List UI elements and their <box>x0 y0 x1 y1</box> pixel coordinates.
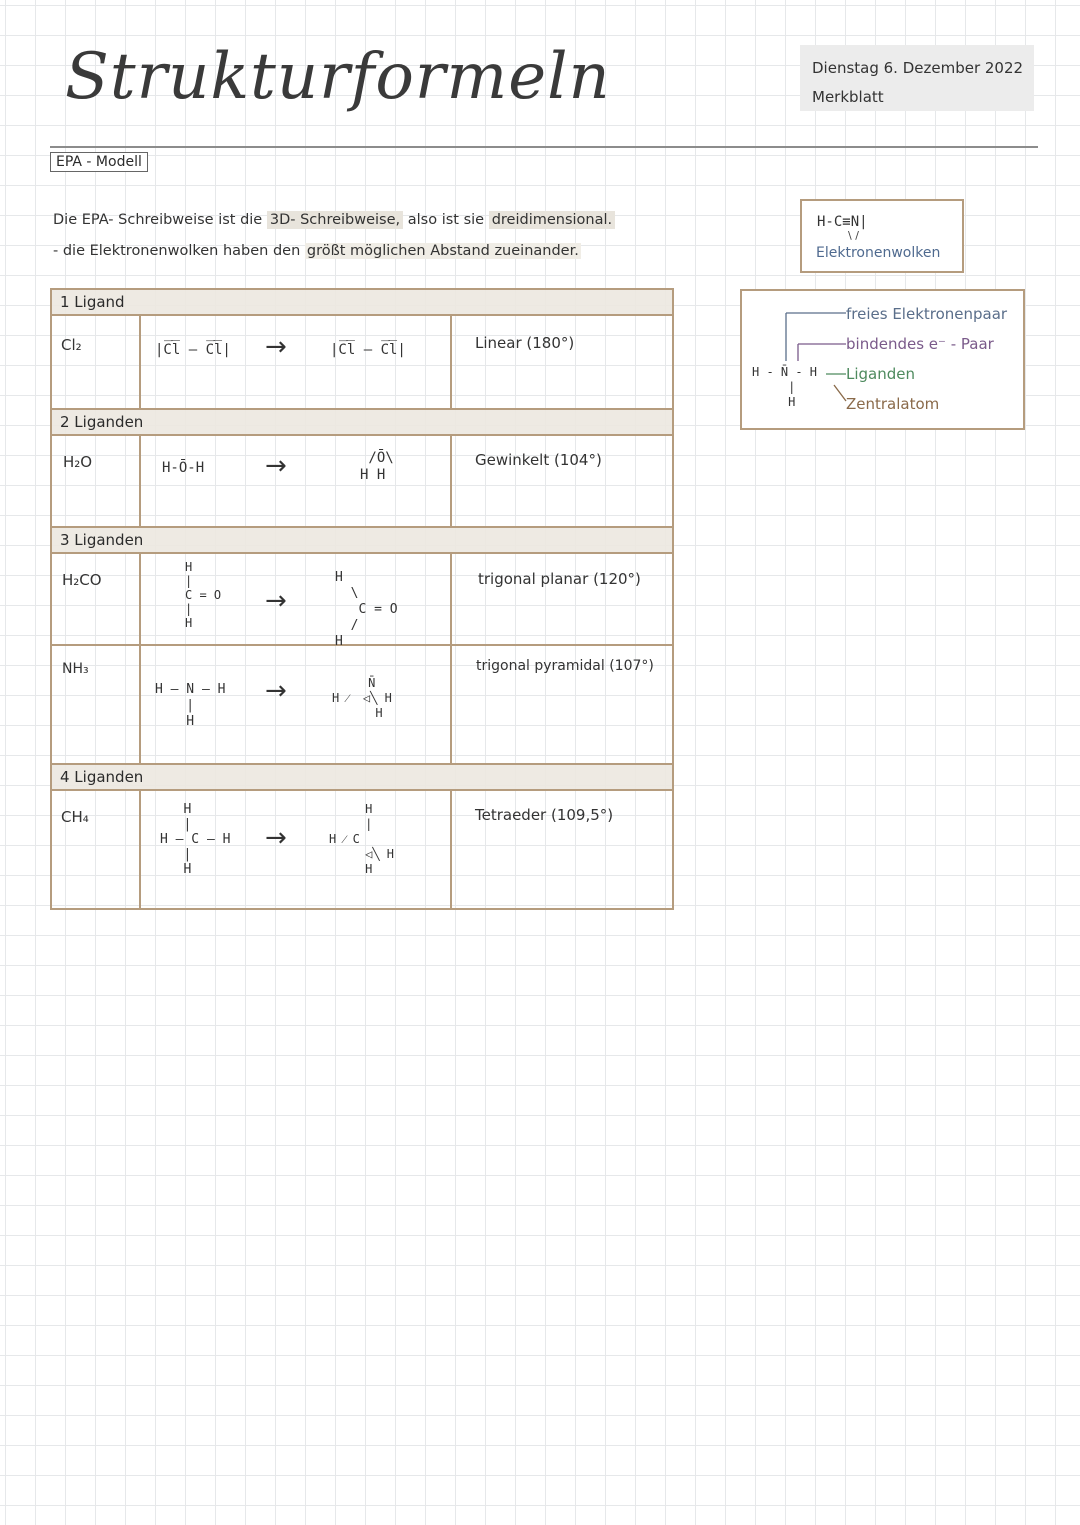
legend-ligands: Liganden <box>846 365 916 383</box>
date-box <box>800 45 1034 111</box>
lewis-formula: H | C = O | H <box>185 560 222 630</box>
cloud-label: Elektronenwolken <box>816 245 941 261</box>
group-label: 1 Ligand <box>60 293 125 311</box>
arrow-icon: → <box>265 823 287 853</box>
lewis-formula: |C̅l̅ – C̅l̅| <box>155 342 231 358</box>
epa-formula: N̄ H ⁄ ◁╲ H H <box>332 676 392 720</box>
arrow-icon: → <box>265 332 287 362</box>
page-title: Strukturformeln <box>65 40 611 114</box>
lewis-formula: H – N – H | H <box>155 682 226 729</box>
group-label: 4 Liganden <box>60 768 144 786</box>
molecule-name: CH₄ <box>61 808 89 826</box>
legend-box <box>740 289 1025 430</box>
geometry-label: Linear (180°) <box>475 334 575 352</box>
geometry-label: trigonal planar (120°) <box>478 570 641 588</box>
intro-highlight: 3D- Schreibweise, <box>267 211 403 229</box>
hcn-formula: H-C≡N| <box>817 214 868 230</box>
legend-bonding-pair: bindendes e⁻ - Paar <box>846 335 994 353</box>
intro-highlight: dreidimensional. <box>489 211 615 229</box>
intro-line-2 <box>53 243 581 259</box>
intro-line-1 <box>53 212 615 228</box>
subtitle: Merkblatt <box>812 88 884 106</box>
group-band <box>52 408 672 436</box>
cloud-marks: \ / <box>848 229 859 242</box>
section-label: EPA - Modell <box>50 152 148 172</box>
group-band <box>52 526 672 554</box>
group-band <box>52 288 672 316</box>
date: Dienstag 6. Dezember 2022 <box>812 59 1024 77</box>
intro-text: also ist sie <box>407 212 485 228</box>
structure-table <box>50 288 674 910</box>
electron-cloud-box <box>800 199 964 273</box>
geometry-label: trigonal pyramidal (107°) <box>476 658 654 674</box>
molecule-name: NH₃ <box>62 661 89 677</box>
group-label: 2 Liganden <box>60 413 144 431</box>
lewis-formula: H | H – C – H | H <box>160 802 231 877</box>
arrow-icon: → <box>265 451 287 481</box>
epa-formula: |C̅l̅ – C̅l̅| <box>330 342 406 358</box>
arrow-icon: → <box>265 676 287 706</box>
intro-text: - die Elektronenwolken haben den <box>53 243 301 259</box>
molecule-name: Cl₂ <box>61 336 82 354</box>
epa-formula: /Ō\ H H <box>360 450 394 483</box>
molecule-name: H₂O <box>63 453 93 471</box>
lewis-formula: H-Ō-H <box>162 460 205 476</box>
intro-text: Die EPA- Schreibweise ist die <box>53 212 263 228</box>
epa-formula: H \ C = O / H <box>335 570 398 649</box>
intro-highlight: größt möglichen Abstand zueinander. <box>306 243 579 259</box>
group-band <box>52 763 672 791</box>
arrow-icon: → <box>265 586 287 616</box>
legend-free-pair: freies Elektronenpaar <box>846 305 1008 323</box>
legend-central-atom: Zentralatom <box>846 395 940 413</box>
molecule-name: H₂CO <box>62 571 102 589</box>
geometry-label: Gewinkelt (104°) <box>475 451 602 469</box>
group-label: 3 Liganden <box>60 531 144 549</box>
geometry-label: Tetraeder (109,5°) <box>475 806 614 824</box>
epa-formula: H | H ⁄ C ◁╲ H H <box>329 802 395 876</box>
header-divider <box>50 146 1038 148</box>
nh3-structure: H - N̄ - H | H <box>752 365 818 409</box>
